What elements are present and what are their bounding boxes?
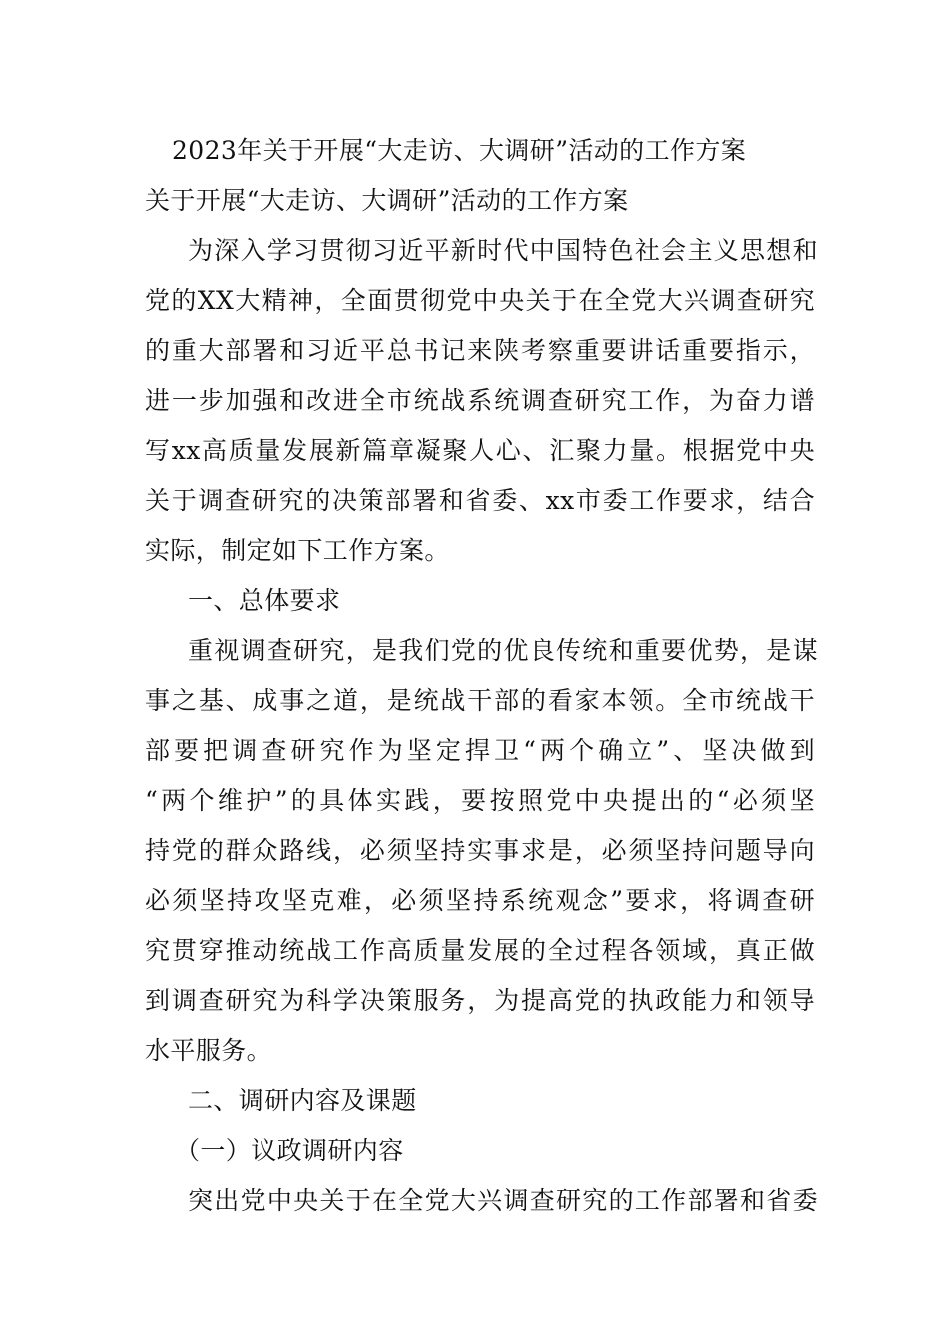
paragraph-line: 水平服务。 bbox=[145, 1036, 273, 1065]
paragraph-line: 进一步加强和改进全市统战系统调查研究工作，为奋力谱 bbox=[145, 386, 815, 415]
paragraph-line: 到调查研究为科学决策服务，为提高党的执政能力和领导 bbox=[145, 986, 815, 1015]
paragraph-line: 党的XX大精神，全面贯彻党中央关于在全党大兴调查研究 bbox=[145, 286, 815, 315]
paragraph-line: 持党的群众路线，必须坚持实事求是，必须坚持问题导向 bbox=[145, 836, 815, 865]
document-subtitle: 关于开展“大走访、大调研”活动的工作方案 bbox=[145, 186, 629, 215]
paragraph-line: “两个维护”的具体实践，要按照党中央提出的“必须坚 bbox=[145, 786, 815, 815]
paragraph-line: 突出党中央关于在全党大兴调查研究的工作部署和省委 bbox=[188, 1186, 818, 1215]
document-title: 2023年关于开展“大走访、大调研”活动的工作方案 bbox=[172, 136, 747, 165]
paragraph-line: 必须坚持攻坚克难，必须坚持系统观念”要求，将调查研 bbox=[145, 886, 815, 915]
paragraph-line: 写xx高质量发展新篇章凝聚人心、汇聚力量。根据党中央 bbox=[145, 436, 815, 465]
paragraph-line: 关于调查研究的决策部署和省委、xx市委工作要求，结合 bbox=[145, 486, 815, 515]
paragraph-line: 实际，制定如下工作方案。 bbox=[145, 536, 450, 565]
section-heading: 一、总体要求 bbox=[188, 586, 341, 615]
subsection-heading: （一）议政调研内容 bbox=[175, 1136, 404, 1165]
paragraph-line: 重视调查研究，是我们党的优良传统和重要优势，是谋 bbox=[188, 636, 818, 665]
paragraph-line: 事之基、成事之道，是统战干部的看家本领。全市统战干 bbox=[145, 686, 815, 715]
paragraph-line: 为深入学习贯彻习近平新时代中国特色社会主义思想和 bbox=[188, 236, 818, 265]
section-heading: 二、调研内容及课题 bbox=[188, 1086, 417, 1115]
paragraph-line: 究贯穿推动统战工作高质量发展的全过程各领域，真正做 bbox=[145, 936, 815, 965]
paragraph-line: 的重大部署和习近平总书记来陕考察重要讲话重要指示， bbox=[145, 336, 815, 365]
paragraph-line: 部要把调查研究作为坚定捍卫“两个确立”、坚决做到 bbox=[145, 736, 815, 765]
